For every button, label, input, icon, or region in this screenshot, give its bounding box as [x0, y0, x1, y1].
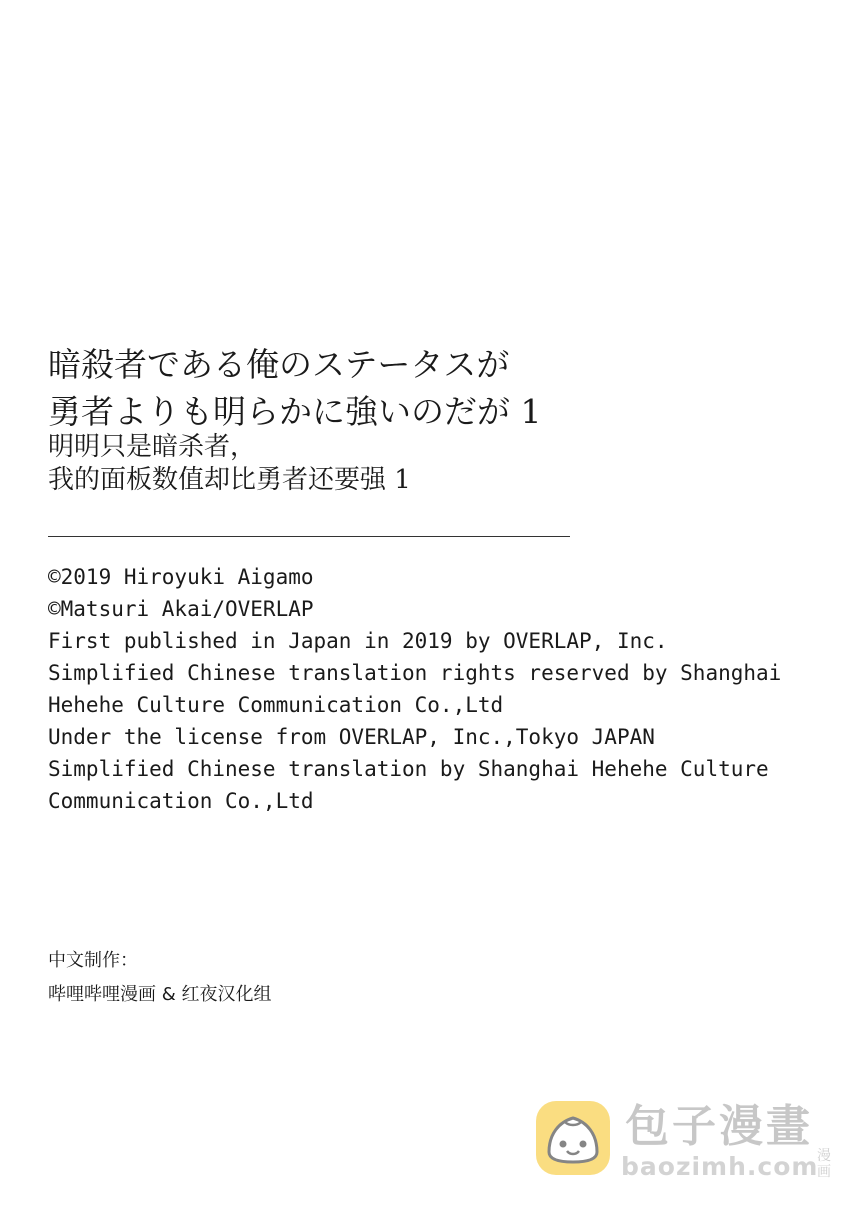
- japanese-title: [48, 341, 542, 435]
- copyright-line: Hehehe Culture Communication Co.,Ltd: [48, 693, 504, 717]
- copyright-line: Simplified Chinese translation by Shanghai Hehehe Culture: [48, 757, 769, 781]
- production-credits: [48, 944, 271, 1012]
- japanese-title-line-1: 暗殺者である俺のステータスが: [48, 345, 510, 384]
- bun-mascot-icon: [535, 1100, 611, 1176]
- copyright-line: ©Matsuri Akai/OVERLAP: [48, 597, 314, 621]
- watermark-side-text: 漫画: [817, 1148, 831, 1180]
- copyright-line: Under the license from OVERLAP, Inc.,Tokyo JAPAN: [48, 725, 655, 749]
- copyright-notice: [48, 561, 838, 817]
- watermark-domain: baozimh.com: [621, 1152, 819, 1181]
- chinese-title: [48, 431, 411, 497]
- japanese-title-line-2: 勇者よりも明らかに強いのだが 1: [48, 392, 542, 431]
- divider-line: [48, 536, 570, 537]
- site-watermark: [535, 1098, 835, 1198]
- copyright-line: Communication Co.,Ltd: [48, 789, 314, 813]
- copyright-line: Simplified Chinese translation rights reserved by Shanghai: [48, 661, 782, 685]
- copyright-line: ©2019 Hiroyuki Aigamo: [48, 565, 314, 589]
- chinese-title-line-2: 我的面板数值却比勇者还要强 1: [48, 465, 411, 495]
- copyright-line: First published in Japan in 2019 by OVERLAP, Inc.: [48, 629, 668, 653]
- chinese-title-line-1: 明明只是暗杀者，: [48, 432, 257, 462]
- credits-producers: 哔哩哔哩漫画 & 红夜汉化组: [48, 984, 272, 1005]
- credits-heading: 中文制作：: [48, 950, 138, 971]
- watermark-site-name: 包子漫畫: [625, 1101, 813, 1152]
